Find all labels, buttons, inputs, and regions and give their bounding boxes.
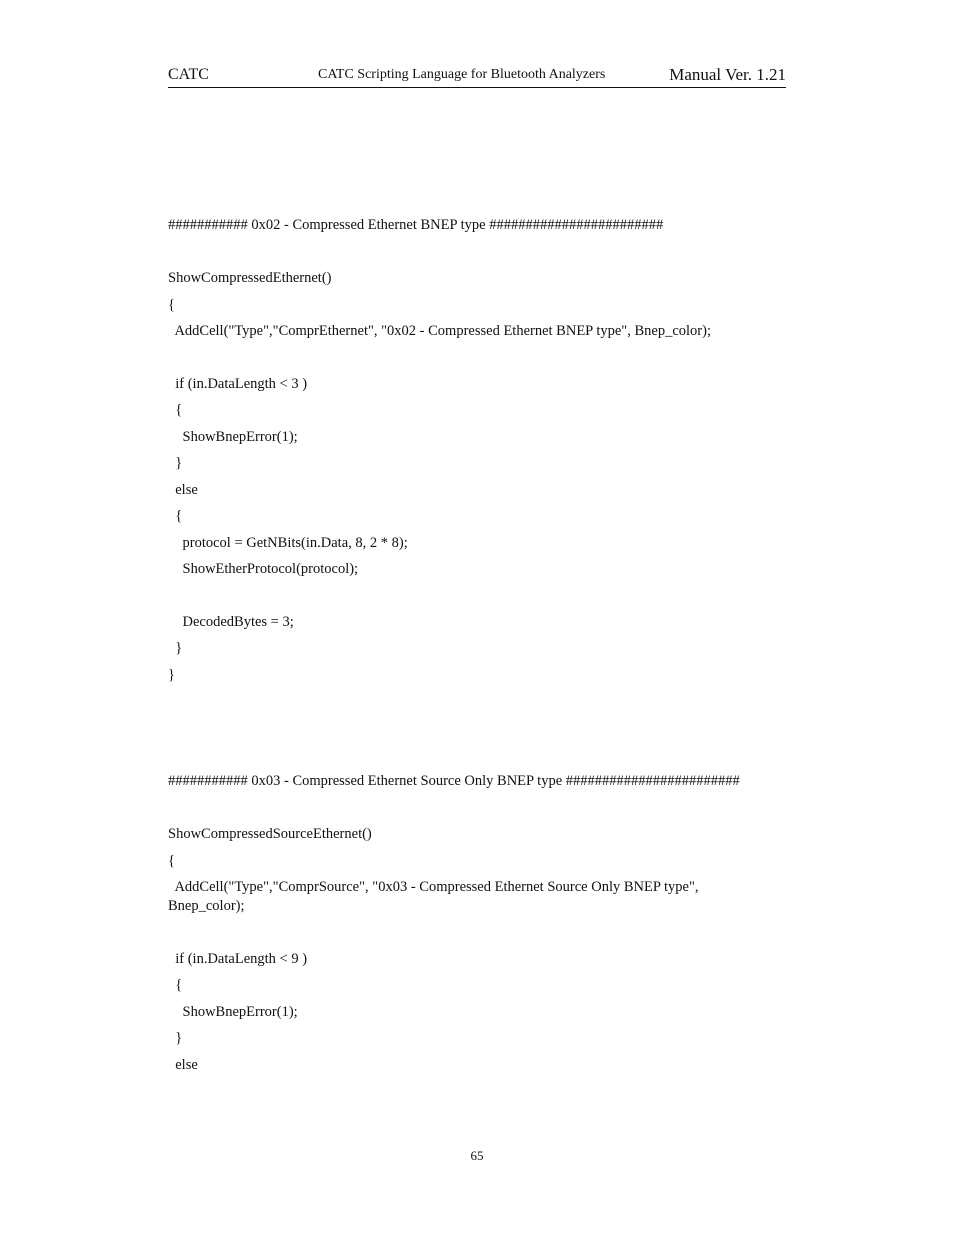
page-header [168,62,786,88]
code-line: } [168,667,175,683]
code-line: } [168,1030,183,1046]
page-number: 65 [470,1148,484,1163]
header-document-title: CATC Scripting Language for Bluetooth Analyzers [318,67,606,82]
code-line: { [168,853,175,869]
code-line: if (in.DataLength < 9 ) [168,951,308,967]
code-line: ShowBnepError(1); [168,429,298,445]
code-line: ShowBnepError(1); [168,1004,298,1020]
code-line: AddCell("Type","ComprEthernet", "0x02 - Compressed Ethernet BNEP type", Bnep_color); [168,323,711,339]
code-line: ########### 0x02 - Compressed Ethernet BNEP type ######################## [168,217,664,233]
code-line: } [168,455,183,471]
code-line: { [168,402,183,418]
code-line: DecodedBytes = 3; [168,614,294,630]
code-line: protocol = GetNBits(in.Data, 8, 2 * 8); [168,535,408,551]
code-line: { [168,508,183,524]
header-manual-version: Manual Ver. 1.21 [669,65,786,84]
code-line: if (in.DataLength < 3 ) [168,376,308,392]
code-line: ShowCompressedSourceEthernet() [168,826,372,842]
code-line: else [168,482,198,498]
code-line: ShowEtherProtocol(protocol); [168,561,359,577]
code-line: { [168,977,183,993]
code-line: ########### 0x03 - Compressed Ethernet Source Only BNEP type ######################## [168,773,740,789]
code-line: else [168,1057,198,1073]
code-line: Bnep_color); [168,898,245,914]
code-line: AddCell("Type","ComprSource", "0x03 - Compressed Ethernet Source Only BNEP type", [168,879,699,895]
code-line: } [168,640,183,656]
code-line: { [168,297,175,313]
header-company: CATC [168,66,209,83]
code-line: ShowCompressedEthernet() [168,270,332,286]
